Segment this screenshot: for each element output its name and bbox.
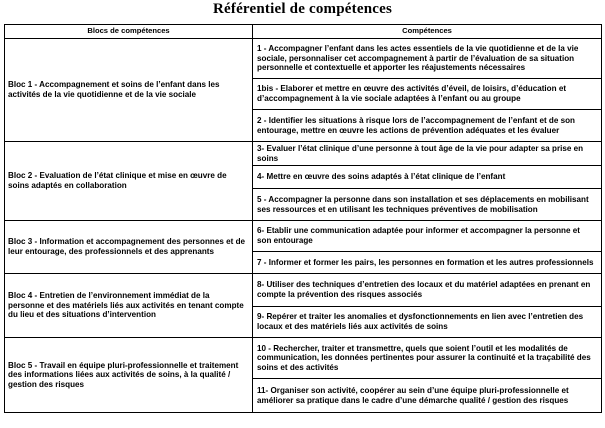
competence-1: 1 - Accompagner l’enfant dans les actes essentiels de la vie quotidienne et de la vie sociale, personnaliser cet accompagnement à partir de l’évaluation de sa situation personnelle et contextuelle et apporter les réajustements nécessaires	[253, 39, 602, 79]
competence-9: 9- Repérer et traiter les anomalies et dysfonctionnements en lien avec l’entretien des locaux et des matériels liés aux activités de soins	[253, 307, 602, 338]
competence-6: 6- Etablir une communication adaptée pour informer et accompagner la personne et son entourage	[253, 221, 602, 252]
document-title: Référentiel de compétences	[212, 1, 393, 17]
competence-3: 3- Evaluer l’état clinique d’une personne à tout âge de la vie pour adapter sa prise en soins	[253, 142, 602, 166]
competence-7: 7 - Informer et former les pairs, les personnes en formation et les autres professionnels	[253, 252, 602, 274]
competence-2: 2 - Identifier les situations à risque lors de l’accompagnement de l’enfant et de son entourage, mettre en œuvre les actions de prévention adéquates et les évaluer	[253, 110, 602, 142]
competence-5: 5 - Accompagner la personne dans son installation et ses déplacements en mobilisant ses ressources et en utilisant les techniques préventives de mobilisation	[253, 189, 602, 221]
bloc-5-label: Bloc 5 - Travail en équipe pluri-professionnelle et traitement des informations liées aux activités de soins, à la qualité / gestion des risques	[5, 338, 253, 413]
competence-10: 10 - Rechercher, traiter et transmettre, quels que soient l’outil et les modalités de communication, les données pertinentes pour assurer la continuité et la traçabilité des soins et des activités	[253, 338, 602, 379]
bloc-1-label: Bloc 1 - Accompagnement et soins de l’enfant dans les activités de la vie quotidienne et de la vie sociale	[5, 39, 253, 142]
table-row	[5, 221, 602, 252]
competence-1bis: 1bis - Elaborer et mettre en œuvre des activités d’éveil, de loisirs, d’éducation et d’accompagnement à la vie sociale adaptées à l’enfant ou au groupe	[253, 79, 602, 110]
bloc-3-label: Bloc 3 - Information et accompagnement des personnes et de leur entourage, des professionnels et des apprenants	[5, 221, 253, 274]
table-row	[5, 142, 602, 166]
table-row	[5, 274, 602, 307]
competence-4: 4- Mettre en œuvre des soins adaptés à l’état clinique de l’enfant	[253, 166, 602, 189]
competence-11: 11- Organiser son activité, coopérer au sein d’une équipe pluri-professionnelle et améliorer sa pratique dans le cadre d’une démarche qualité / gestion des risques	[253, 379, 602, 413]
competences-table	[4, 24, 602, 413]
header-competences: Compétences	[253, 25, 602, 39]
bloc-2-label: Bloc 2 - Evaluation de l’état clinique et mise en œuvre de soins adaptés en collaboration	[5, 142, 253, 221]
table-row	[5, 39, 602, 79]
table-header-row	[5, 25, 602, 39]
competence-8: 8- Utiliser des techniques d’entretien des locaux et du matériel adaptées en prenant en compte la prévention des risques associés	[253, 274, 602, 307]
header-blocs: Blocs de compétences	[5, 25, 253, 39]
bloc-4-label: Bloc 4 - Entretien de l’environnement immédiat de la personne et des matériels liés aux activités en tenant compte du lieu et des situations d’intervention	[5, 274, 253, 338]
table-row	[5, 338, 602, 379]
